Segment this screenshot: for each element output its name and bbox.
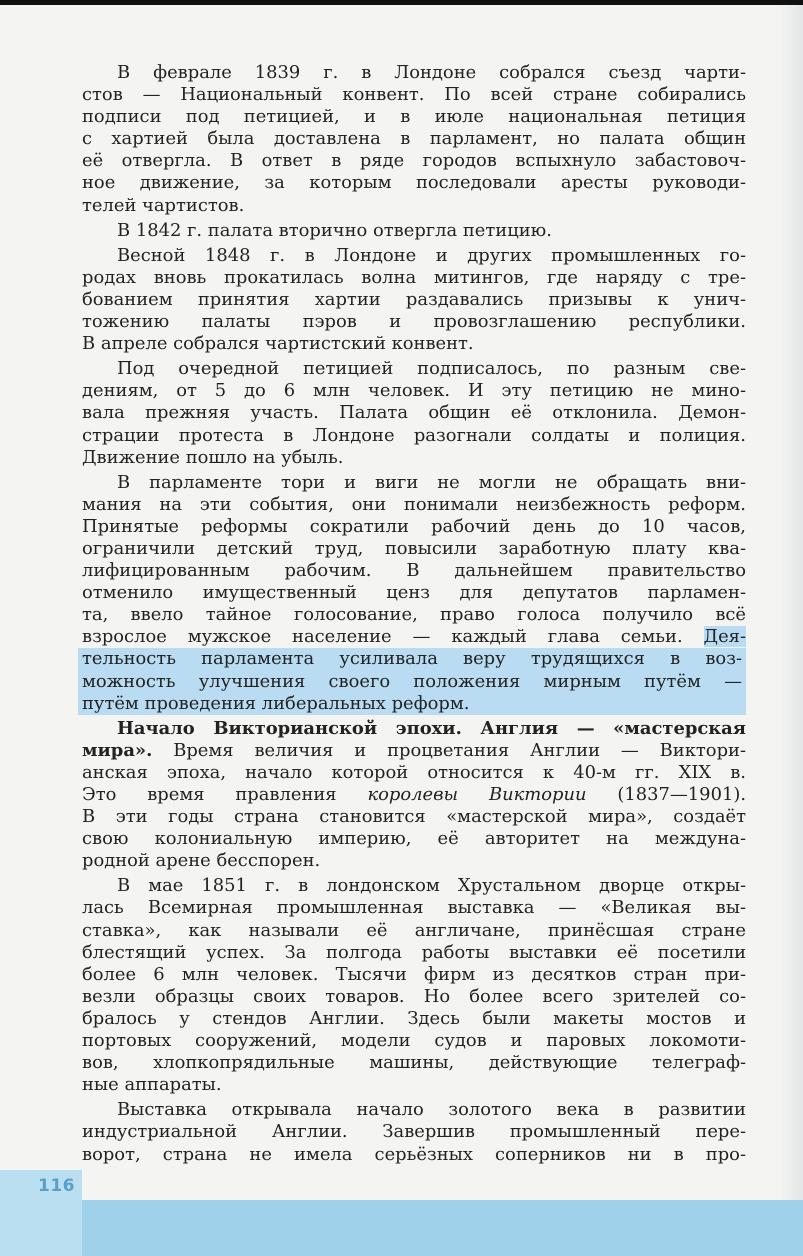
text-line <box>82 106 746 128</box>
text-run: телей чартистов. <box>82 194 245 216</box>
text-line <box>82 1052 746 1074</box>
text-run: В апреле собрался чартистский конвент. <box>82 333 474 355</box>
text-run: тожению палаты пэров и провозглашению республики. <box>82 311 746 333</box>
text-line <box>82 920 746 942</box>
page-text <box>82 62 746 1166</box>
text-run: ные аппараты. <box>82 1074 222 1096</box>
text-line <box>82 220 746 242</box>
text-run: ворот, страна не имела серьёзных соперников ни в про- <box>82 1143 746 1165</box>
text-run: бралось у стендов Англии. Здесь были макеты мостов и <box>82 1007 746 1029</box>
text-run: вов, хлопкопрядильные машины, действующие телеграф- <box>82 1052 746 1074</box>
text-run: индустриальной Англии. Завершив промышленный пере- <box>82 1121 746 1143</box>
text-line <box>82 806 746 828</box>
text-run: портовых сооружений, модели судов и паровых локомоти- <box>82 1030 746 1052</box>
page-edge-shadow <box>779 5 803 1200</box>
text-run: Это время правления <box>82 784 368 805</box>
text-run: В феврале 1839 г. в Лондоне собрался съезд чарти- <box>117 62 746 83</box>
text-line <box>82 447 746 469</box>
text-line <box>82 1121 746 1143</box>
text-run: родах вновь прокатилась волна митингов, где наряду с тре- <box>82 266 746 288</box>
text-run: подписи под петицией, и в июле национальная петиция <box>82 106 746 128</box>
text-line <box>82 942 746 964</box>
section-heading: мира». <box>82 739 153 761</box>
section-heading: Начало Викторианской эпохи. Англия — «мастерская <box>117 717 746 739</box>
text-line <box>82 516 746 538</box>
text-line <box>82 311 746 333</box>
text-line <box>82 380 746 402</box>
text-run: бованием принятия хартии раздавались призывы к унич- <box>82 288 746 310</box>
text-line <box>82 494 746 516</box>
text-line <box>82 897 746 919</box>
text-run: дениям, от 5 до 6 млн человек. И эту петицию не мино- <box>82 380 746 402</box>
text-run: лась Всемирная промышленная выставка — «Великая вы- <box>82 897 746 919</box>
text-line <box>82 172 746 194</box>
text-run: отменило имущественный ценз для депутатов парламен- <box>82 582 746 604</box>
text-run: блестящий успех. За полгода работы выставки её посетили <box>82 941 746 963</box>
text-line <box>82 762 746 784</box>
text-run: Принятые реформы сократили рабочий день до 10 часов, <box>82 515 746 537</box>
text-line <box>82 1030 746 1052</box>
text-run: взрослое мужское население — каждый глава семьи. <box>82 626 704 648</box>
text-line <box>82 626 746 648</box>
text-line <box>82 267 746 289</box>
text-run: Весной 1848 г. в Лондоне и других промышленных го- <box>117 244 746 266</box>
text-run: родной арене бесспорен. <box>82 850 321 872</box>
text-run: Время величия и процветания Англии — Виктори- <box>152 739 746 761</box>
italic-name: королевы Виктории <box>367 784 587 805</box>
page-footer-band <box>0 1200 803 1256</box>
text-line <box>82 1099 746 1121</box>
text-run: более 6 млн человек. Тысячи фирм из десятков стран при- <box>82 963 746 985</box>
text-line <box>78 671 746 693</box>
text-line <box>82 740 746 762</box>
text-line <box>82 245 746 267</box>
text-run: стов — Национальный конвент. По всей стране собирались <box>82 84 746 106</box>
text-line <box>82 1008 746 1030</box>
text-line <box>82 875 746 897</box>
text-run: тельность парламента усиливала веру трудящихся в воз- <box>82 648 742 670</box>
text-line <box>82 358 746 380</box>
text-line <box>82 986 746 1008</box>
text-run: та, ввело тайное голосование, право голоса получило всё <box>82 604 746 626</box>
text-line <box>82 538 746 560</box>
text-line <box>78 693 746 715</box>
text-line <box>82 784 746 806</box>
text-line <box>82 289 746 311</box>
text-run: В эти годы страна становится «мастерской мира», создаёт <box>82 806 746 828</box>
text-run: Движение пошло на убыль. <box>82 446 344 468</box>
text-line <box>82 1144 746 1166</box>
text-run: В парламенте тори и виги не могли не обращать вни- <box>117 471 746 493</box>
text-line <box>82 150 746 172</box>
text-run: анская эпоха, начало которой относится к 40-м гг. XIX в. <box>82 761 746 783</box>
text-line <box>82 402 746 424</box>
text-run: В мае 1851 г. в лондонском Хрустальном дворце откры- <box>117 875 746 897</box>
text-run: мания на эти события, они понимали неизбежность реформ. <box>82 493 746 515</box>
text-line <box>82 1074 746 1096</box>
page-number: 116 <box>38 1176 75 1196</box>
text-line <box>82 62 746 84</box>
scan-top-border <box>0 0 803 5</box>
text-run: Выставка открывала начало золотого века в развитии <box>117 1099 746 1121</box>
highlighted-text: Дея- <box>703 626 746 648</box>
text-line <box>82 425 746 447</box>
text-line <box>82 195 746 217</box>
text-run: В 1842 г. палата вторично отвергла петицию. <box>117 219 552 241</box>
text-run: вала прежняя участь. Палата общин её отклонила. Демон- <box>82 402 746 424</box>
text-run: (1837—1901). <box>586 784 747 805</box>
text-line <box>82 582 746 604</box>
text-run: её отвергла. В ответ в ряде городов вспыхнуло забастовоч- <box>82 150 746 172</box>
text-line <box>82 84 746 106</box>
text-run: с хартией была доставлена в парламент, но палата общин <box>82 128 746 150</box>
text-line <box>82 472 746 494</box>
text-run: ограничили детский труд, повысили заработную плату ква- <box>82 537 746 559</box>
text-line <box>82 718 746 740</box>
text-run: можность улучшения своего положения мирным путём — <box>82 670 742 692</box>
text-run: ставка», как называли её англичане, принёсшая стране <box>82 919 746 941</box>
text-line <box>82 850 746 872</box>
text-line <box>82 128 746 150</box>
text-line <box>82 560 746 582</box>
text-line <box>82 604 746 626</box>
text-run: лифицированным рабочим. В дальнейшем правительство <box>82 560 746 582</box>
text-line <box>78 648 746 670</box>
text-run: Под очередной петицией подписалось, по разным све- <box>117 358 746 380</box>
text-line <box>82 333 746 355</box>
text-run: страции протеста в Лондоне разогнали солдаты и полиция. <box>82 424 746 446</box>
text-run: путём проведения либеральных реформ. <box>82 692 470 714</box>
text-run: ное движение, за которым последовали аресты руководи- <box>82 172 746 194</box>
text-line <box>82 964 746 986</box>
text-run: свою колониальную империю, её авторитет на междуна- <box>82 828 746 850</box>
text-line <box>82 828 746 850</box>
text-run: везли образцы своих товаров. Но более всего зрителей со- <box>82 985 746 1007</box>
